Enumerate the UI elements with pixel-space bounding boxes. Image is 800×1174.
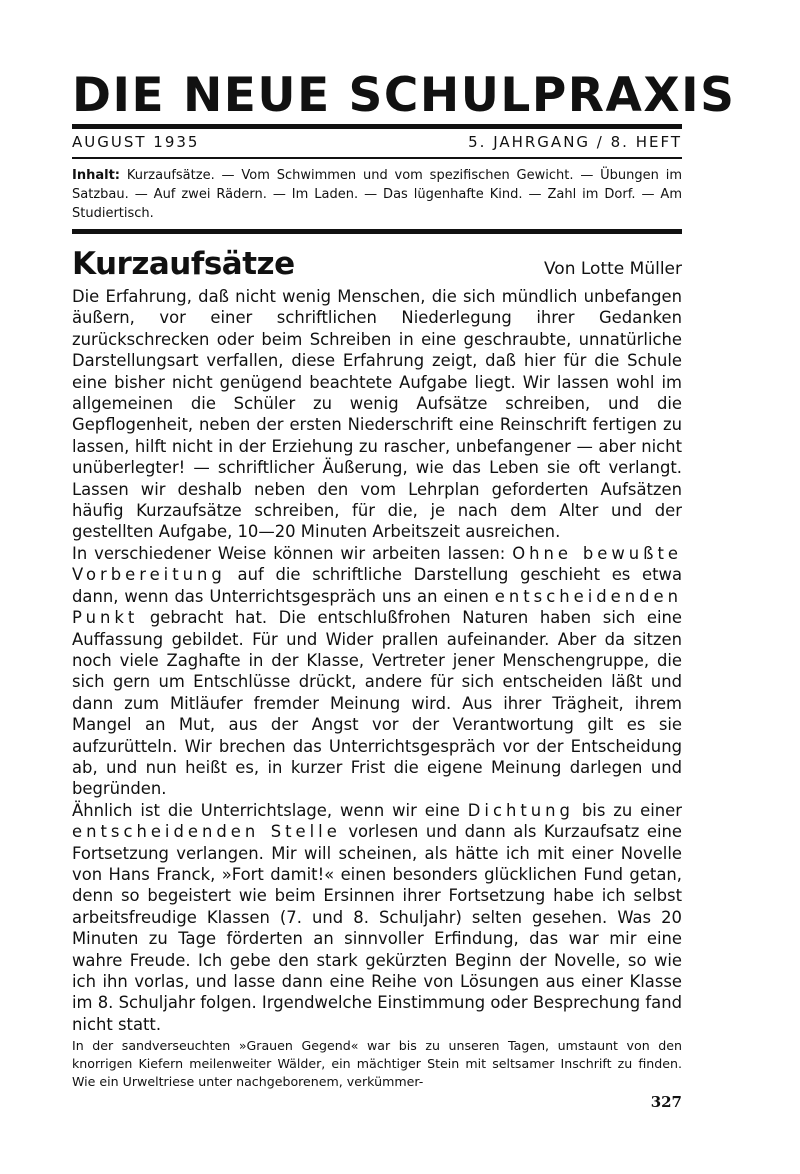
paragraph-3-text-b: bis zu einer bbox=[573, 800, 683, 820]
issue-number: 5. JAHRGANG / 8. HEFT bbox=[468, 133, 682, 151]
contents-text: Kurzaufsätze. — Vom Schwimmen und vom spezifischen Gewicht. — Übungen im Satzbau. — Auf zwei Rädern. — Im Laden. — Das lügenhafte Kind. — Zahl im Dorf. — Am Studiertisch. bbox=[72, 168, 682, 221]
paragraph-3-text-c: vorlesen und dann als Kurzaufsatz eine Fortsetzung verlangen. Mir will scheinen, als hätte ich mit einer Novelle von Hans Franck, »Fort damit!« einen besonders glücklichen Fund getan, denn so begeistert wie beim Ersinnen ihrer Fortsetzung habe ich selbst arbeitsfreudige Klassen (7. und 8. Schuljahr) selten gesehen. Was 20 Minuten zu Tage förderten an sinnvoller Erfindung, das war mir eine wahre Freude. Ich gebe den stark gekürzten Beginn der Novelle, so wie ich ihn vorlas, und lasse dann eine Reihe von Lösungen aus einer Klasse im 8. Schuljahr folgen. Irgendwelche Einstimmung oder Besprechung fand nicht statt. bbox=[72, 822, 682, 1034]
table-of-contents bbox=[72, 166, 682, 223]
article-header bbox=[72, 246, 682, 282]
spaced-emphasis: Ohne bewußte Vorbereitung bbox=[72, 543, 682, 585]
article-body bbox=[72, 286, 682, 1035]
spaced-emphasis: Dichtung bbox=[467, 800, 574, 820]
issue-rule bbox=[72, 157, 682, 159]
paragraph-2 bbox=[72, 543, 682, 800]
masthead-rule bbox=[72, 124, 682, 129]
paragraph-2-text-c: gebracht hat. Die entschlußfrohen Naturen haben sich eine Auffassung gebildet. Für und Wider prallen aufeinander. Aber da sitzen noch viele Zaghafte in der Klasse, Vertreter jener Menschengruppe, die sich gern um Entschlüsse drückt, andere für sich entscheiden läßt und dann zum Mitläufer fremder Meinung wird. Aus ihrer Trägheit, ihrem Mangel an Mut, aus der Angst vor der Verantwortung gilt es sie aufzurütteln. Wir brechen das Unterrichtsgespräch vor der Entscheidung ab, und nun heißt es, in kurzer Frist die eigene Meinung darlegen und begründen. bbox=[72, 608, 682, 799]
article-author: Von Lotte Müller bbox=[544, 259, 682, 279]
contents-label: Inhalt: bbox=[72, 168, 120, 183]
novel-excerpt: In der sandverseuchten »Grauen Gegend« war bis zu unseren Tagen, umstaunt von den knorrigen Kiefern meilenweiter Wälder, ein mächtiger Stein mit seltsamer Inschrift zu finden. Wie ein Urweltriese unter nachgeborenem, verkümmer- bbox=[72, 1038, 682, 1089]
paragraph-2-text-b: auf die schriftliche Darstellung geschieht es etwa dann, wenn das Unterrichtsgespräch uns an einen bbox=[72, 565, 682, 606]
paragraph-1: Die Erfahrung, daß nicht wenig Menschen, die sich mündlich unbefangen äußern, vor einer schriftlichen Niederlegung ihrer Gedanken zurückschrecken oder beim Schreiben in eine geschraubte, unnatürliche Darstellungsart verfallen, diese Erfahrung zeigt, daß hier für die Schule eine bisher nicht genügend beachtete Aufgabe liegt. Wir lassen wohl im allgemeinen die Schüler zu wenig Aufsätze schreiben, und die Gepflogenheit, neben der ersten Niederschrift eine Reinschrift fertigen zu lassen, hilft nicht in der Erziehung zu rascher, unbefangener — aber nicht unüberlegter! — schriftlicher Äußerung, wie das Leben sie oft verlangt. Lassen wir deshalb neben den vom Lehrplan geforderten Aufsätzen häufig Kurzaufsätze schreiben, für die, je nach dem Alter und der gestellten Aufgabe, 10—20 Minuten Arbeitszeit ausreichen. bbox=[72, 287, 682, 542]
paragraph-3-text-a: Ähnlich ist die Unterrichtslage, wenn wir eine bbox=[72, 800, 468, 820]
paragraph-3 bbox=[72, 800, 682, 1035]
spaced-emphasis: entscheidenden Stelle bbox=[72, 822, 341, 842]
page-number: 327 bbox=[650, 1093, 682, 1111]
spaced-emphasis: entscheidenden Punkt bbox=[72, 586, 682, 628]
issue-date: AUGUST 1935 bbox=[72, 133, 200, 151]
paragraph-2-text-a: In verschiedener Weise können wir arbeiten lassen: bbox=[72, 543, 513, 563]
article-title: Kurzaufsätze bbox=[72, 246, 295, 282]
journal-title: DIE NEUE SCHULPRAXIS bbox=[72, 68, 736, 123]
issue-info bbox=[72, 131, 682, 153]
contents-rule bbox=[72, 229, 682, 234]
